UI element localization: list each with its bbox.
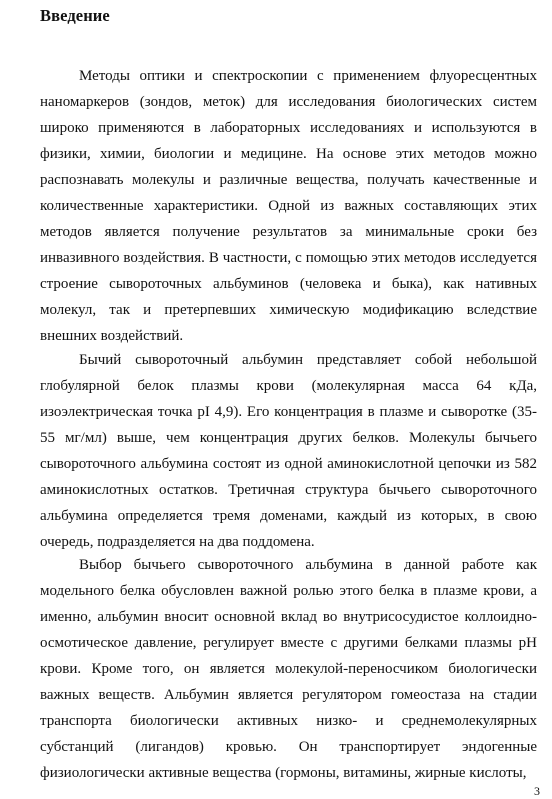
paragraph-2: Бычий сывороточный альбумин представляет собой небольшой глобулярной белок плазмы крови (молекулярная масса 64 кДа, изоэлектрическая точка pI 4,9). Его концентрация в плазме и сыворотке (35-55 мг/мл) выше, чем концентрация других белков. Молекулы бычьего сывороточного альбумина состоят из одной аминокислотной цепочки из 582 аминокислотных остатков. Третичная структура бычьего сывороточного альбумина определяется тремя доменами, каждый из которых, в свою очередь, подразделяется на два поддомена.: [40, 352, 537, 550]
page-number: 3: [534, 784, 540, 798]
section-heading: Введение: [40, 6, 110, 25]
paragraph-3: Выбор бычьего сывороточного альбумина в данной работе как модельного белка обусловлен важной ролью этого белка в плазме крови, а именно, альбумин вносит основной вклад во внутрисосудистое коллоидно-осмотическое давление, регулирует вместе с другими белками плазмы pH крови. Кроме того, он является молекулой-переносчиком биологически важных веществ. Альбумин является регулятором гомеостаза на стадии транспорта биологически активных низко- и среднемолекулярных субстанций (лигандов) кровью. Он транспортирует эндогенные физиологически активные вещества (гормоны, витамины, жирные кислоты,: [40, 557, 537, 781]
paragraph-1: Методы оптики и спектроскопии с применением флуоресцентных наномаркеров (зондов, меток) для исследования биологических систем широко применяются в лабораторных исследованиях и используются в физики, химии, биологии и медицине. На основе этих методов можно распознавать молекулы и различные вещества, получать качественные и количественные характеристики. Одной из важных составляющих этих методов является получение результатов за минимальные сроки без инвазивного воздействия. В частности, с помощью этих методов исследуется строение сывороточных альбуминов (человека и быка), как нативных молекул, так и претерпевших химическую модификацию вследствие внешних воздействий.: [40, 68, 537, 344]
